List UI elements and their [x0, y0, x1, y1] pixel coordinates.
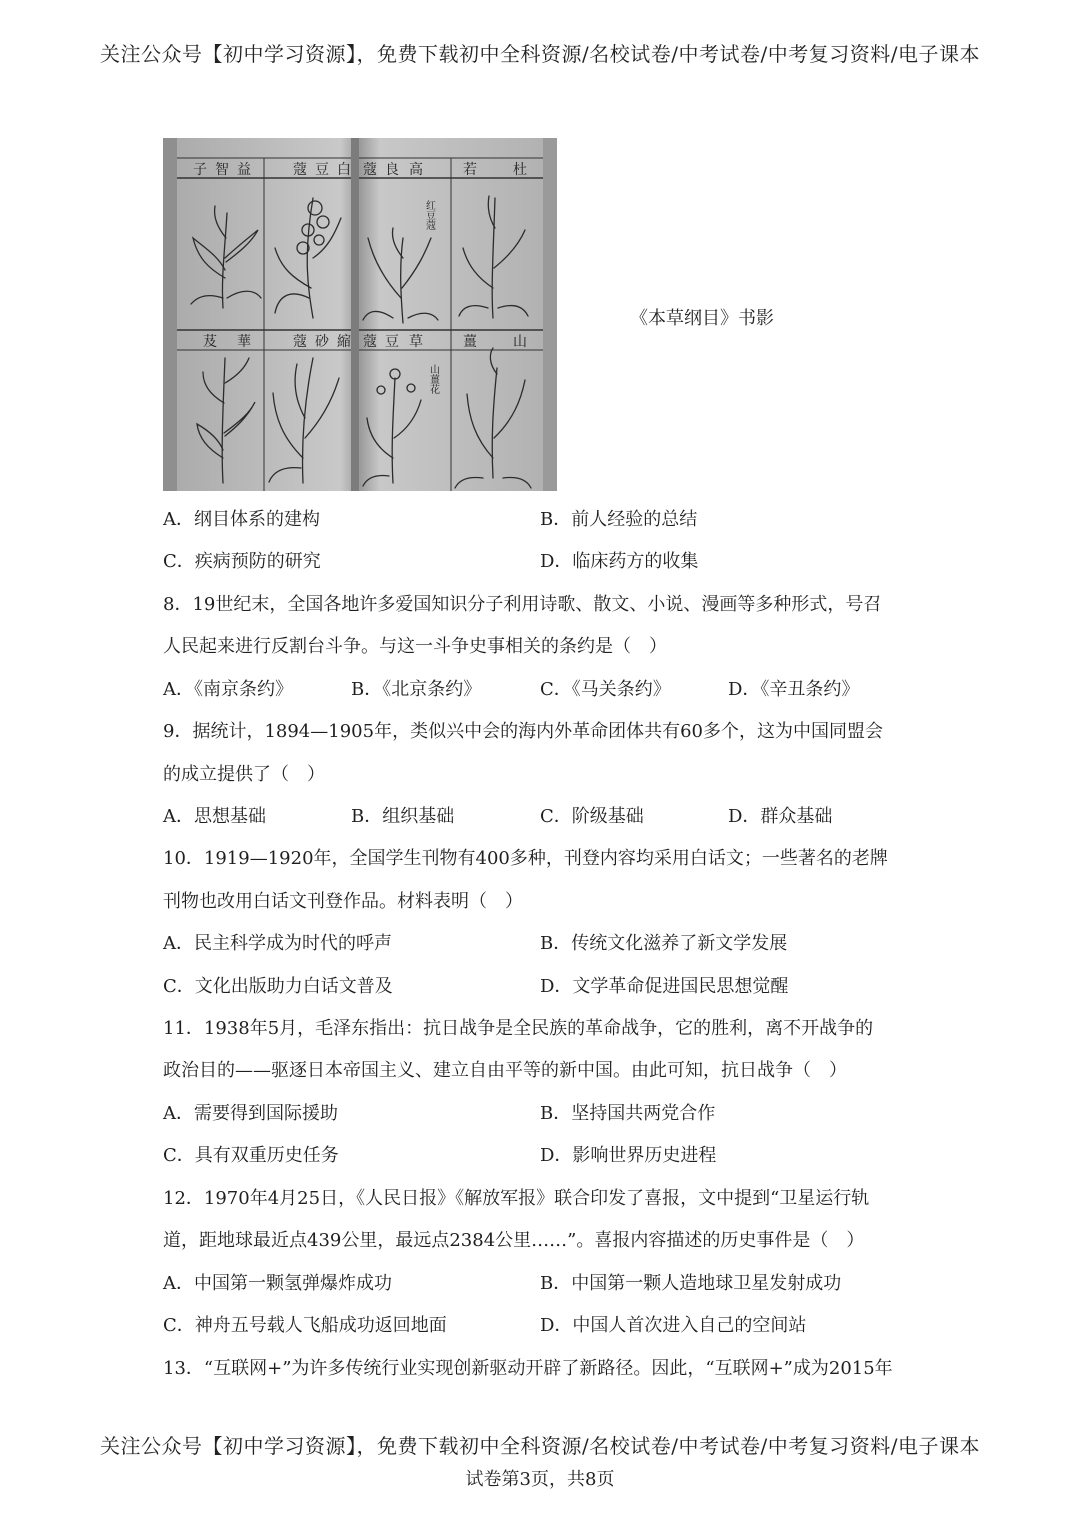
- page-number: 试卷第3页，共8页: [465, 1469, 615, 1490]
- bottom-banner: 关注公众号【初中学习资源】，免费下载初中全科资源/名校试卷/中考试卷/中考复习资料/电子课本: [100, 1434, 980, 1458]
- q9-stem-line-2: 的成立提供了（ ）: [163, 764, 325, 785]
- q9-stem-line-1: 9．据统计，1894—1905年，类似兴中会的海内外革命团体共有60多个，这为中国同盟会: [163, 721, 883, 742]
- q8-option-a: A．《南京条约》: [163, 679, 293, 700]
- figure-label: 山: [513, 334, 527, 350]
- figure-label: 豆: [315, 162, 329, 178]
- figure-label: 若: [463, 162, 477, 178]
- q7-option-c: C．疾病预防的研究: [163, 551, 321, 572]
- q11-stem-line-1: 11．1938年5月，毛泽东指出：抗日战争是全民族的革命战争，它的胜利，离不开战争的: [163, 1018, 874, 1039]
- q8-option-c: C．《马关条约》: [540, 679, 671, 700]
- q10-option-d: D．文学革命促进国民思想觉醒: [540, 976, 789, 997]
- figure-label: 縮: [337, 334, 351, 350]
- figure-label: 白: [337, 162, 351, 178]
- figure-label: 红豆蔻: [423, 200, 435, 230]
- figure-label: 芨: [203, 334, 217, 350]
- figure-label: 高: [409, 162, 423, 178]
- figure-label: 華: [237, 334, 251, 350]
- figure-label: 蔻: [363, 334, 377, 350]
- q13-stem-line-1: 13．“互联网+”为许多传统行业实现创新驱动开辟了新路径。因此，“互联网+”成为2015年: [163, 1358, 893, 1379]
- bencao-gangmu-image: [163, 138, 557, 491]
- q9-option-a: A．思想基础: [163, 806, 266, 827]
- figure-caption: 《本草纲目》书影: [630, 308, 774, 329]
- q7-option-a: A．纲目体系的建构: [163, 509, 320, 530]
- q8-stem-line-2: 人民起来进行反割台斗争。与这一斗争史事相关的条约是（ ）: [163, 636, 667, 657]
- q7-option-d: D．临床药方的收集: [540, 551, 699, 572]
- figure-label: 蔻: [293, 334, 307, 350]
- q11-option-c: C．具有双重历史任务: [163, 1145, 339, 1166]
- figure-label: 子: [193, 162, 207, 178]
- q8-option-b: B．《北京条约》: [351, 679, 482, 700]
- q8-stem-line-1: 8．19世纪末，全国各地许多爱国知识分子利用诗歌、散文、小说、漫画等多种形式，号召: [163, 594, 882, 615]
- q7-option-b: B．前人经验的总结: [540, 509, 698, 530]
- q12-option-a: A．中国第一颗氢弹爆炸成功: [163, 1273, 392, 1294]
- q12-option-d: D．中国人首次进入自己的空间站: [540, 1315, 807, 1336]
- figure-label: 良: [385, 162, 399, 178]
- q8-option-d: D．《辛丑条约》: [728, 679, 860, 700]
- q12-stem-line-1: 12．1970年4月25日，《人民日报》《解放军报》联合印发了喜报，文中提到“卫星运行轨: [163, 1188, 870, 1209]
- figure-label: 益: [237, 162, 251, 178]
- figure-label: 智: [215, 162, 229, 178]
- q12-option-c: C．神舟五号载人飞船成功返回地面: [163, 1315, 447, 1336]
- q10-option-c: C．文化出版助力白话文普及: [163, 976, 393, 997]
- figure-label: 蔻: [363, 162, 377, 178]
- figure-label: 杜: [513, 162, 527, 178]
- q11-option-a: A．需要得到国际援助: [163, 1103, 338, 1124]
- q11-option-d: D．影响世界历史进程: [540, 1145, 717, 1166]
- figure-label: 山薑花: [427, 364, 439, 394]
- figure-label: 草: [409, 334, 423, 350]
- q9-option-c: C．阶级基础: [540, 806, 644, 827]
- q9-option-b: B．组织基础: [351, 806, 455, 827]
- figure-label: 砂: [315, 334, 329, 350]
- q9-option-d: D．群众基础: [728, 806, 833, 827]
- q12-stem-line-2: 道，距地球最近点439公里，最远点2384公里……”。喜报内容描述的历史事件是（ ）: [163, 1230, 865, 1251]
- q11-option-b: B．坚持国共两党合作: [540, 1103, 716, 1124]
- q12-option-b: B．中国第一颗人造地球卫星发射成功: [540, 1273, 842, 1294]
- q10-stem-line-1: 10．1919—1920年，全国学生刊物有400多种，刊登内容均采用白话文；一些著名的老牌: [163, 848, 888, 869]
- q10-stem-line-2: 刊物也改用白话文刊登作品。材料表明（ ）: [163, 891, 523, 912]
- q11-stem-line-2: 政治目的——驱逐日本帝国主义、建立自由平等的新中国。由此可知，抗日战争（ ）: [163, 1060, 847, 1081]
- q10-option-b: B．传统文化滋养了新文学发展: [540, 933, 788, 954]
- figure-label: 豆: [385, 334, 399, 350]
- q10-option-a: A．民主科学成为时代的呼声: [163, 933, 392, 954]
- top-banner: 关注公众号【初中学习资源】，免费下载初中全科资源/名校试卷/中考试卷/中考复习资料/电子课本: [100, 42, 980, 66]
- figure-label: 蔻: [293, 162, 307, 178]
- figure-label: 薑: [463, 334, 477, 350]
